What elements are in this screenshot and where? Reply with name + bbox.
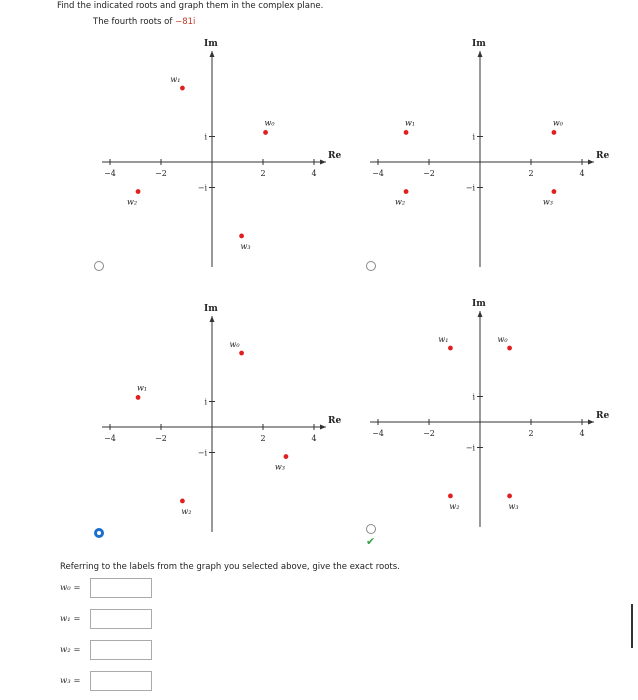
y-tick-label: −i bbox=[197, 448, 207, 458]
real-axis-label: Re bbox=[596, 411, 610, 421]
y-tick-label: i bbox=[204, 397, 207, 407]
point-w2 bbox=[404, 189, 409, 194]
graph-option-3 bbox=[100, 300, 340, 540]
real-axis-label: Re bbox=[596, 151, 610, 161]
y-tick-label: i bbox=[472, 132, 475, 142]
point-w3 bbox=[239, 234, 244, 239]
point-label-w1: w₁ bbox=[438, 335, 449, 345]
point-w1 bbox=[404, 130, 409, 135]
real-axis-label: Re bbox=[328, 151, 342, 161]
point-label-w2: w₂ bbox=[181, 506, 192, 516]
graph-option-1 bbox=[100, 35, 340, 275]
point-label-w2: w₂ bbox=[449, 501, 460, 511]
real-axis-arrow bbox=[588, 160, 594, 165]
question-subprompt bbox=[93, 17, 195, 27]
answer-label-w1: w₁ = bbox=[60, 614, 81, 624]
x-tick-label: 2 bbox=[260, 434, 266, 443]
x-tick-label: 2 bbox=[528, 429, 534, 438]
point-label-w3: w₃ bbox=[240, 241, 251, 251]
x-tick-label: 4 bbox=[311, 169, 317, 178]
x-tick-label: 2 bbox=[528, 169, 534, 178]
point-label-w1: w₁ bbox=[170, 75, 181, 85]
graph-option-3-radio[interactable] bbox=[94, 528, 104, 538]
imaginary-axis-arrow bbox=[478, 311, 483, 317]
point-w0 bbox=[239, 351, 244, 356]
point-w0 bbox=[507, 346, 512, 351]
point-label-w3: w₃ bbox=[542, 197, 553, 207]
imaginary-axis-arrow bbox=[210, 316, 215, 322]
point-w0 bbox=[552, 130, 557, 135]
imaginary-axis-label: Im bbox=[204, 39, 218, 49]
point-label-w3: w₃ bbox=[274, 462, 285, 472]
real-axis-arrow bbox=[320, 425, 326, 430]
x-tick-label: 2 bbox=[260, 169, 266, 178]
x-tick-label: −4 bbox=[372, 169, 384, 178]
point-label-w0: w₀ bbox=[229, 340, 240, 350]
point-label-w2: w₂ bbox=[127, 197, 138, 207]
scrollbar[interactable] bbox=[631, 604, 633, 648]
x-tick-label: −2 bbox=[155, 169, 167, 178]
graph-option-4 bbox=[368, 295, 608, 535]
point-label-w3: w₃ bbox=[508, 501, 519, 511]
x-tick-label: −4 bbox=[104, 434, 116, 443]
y-tick-label: −i bbox=[465, 183, 475, 193]
x-tick-label: −2 bbox=[423, 169, 435, 178]
point-w0 bbox=[263, 130, 268, 135]
point-label-w0: w₀ bbox=[264, 118, 275, 128]
answer-row-w1 bbox=[60, 608, 152, 630]
x-tick-label: −2 bbox=[155, 434, 167, 443]
question-prompt: Find the indicated roots and graph them in the complex plane. bbox=[57, 1, 324, 11]
real-axis-arrow bbox=[588, 420, 594, 425]
point-w3 bbox=[507, 494, 512, 499]
point-w2 bbox=[448, 494, 453, 499]
graph-option-2 bbox=[368, 35, 608, 275]
subprompt-value: −81i bbox=[175, 17, 196, 27]
graph-option-4-radio[interactable] bbox=[366, 524, 376, 534]
point-label-w0: w₀ bbox=[552, 118, 563, 128]
graph-option-1-radio[interactable] bbox=[94, 261, 104, 271]
y-tick-label: −i bbox=[197, 183, 207, 193]
point-w1 bbox=[136, 395, 141, 400]
x-tick-label: −4 bbox=[372, 429, 384, 438]
x-tick-label: 4 bbox=[579, 429, 585, 438]
answer-instruction: Referring to the labels from the graph you selected above, give the exact roots. bbox=[60, 562, 400, 572]
real-axis-label: Re bbox=[328, 416, 342, 426]
point-w1 bbox=[448, 346, 453, 351]
answer-row-w0 bbox=[60, 577, 152, 599]
y-tick-label: i bbox=[204, 132, 207, 142]
real-axis-arrow bbox=[320, 160, 326, 165]
y-tick-label: i bbox=[472, 392, 475, 402]
x-tick-label: 4 bbox=[579, 169, 585, 178]
graph-option-2-radio[interactable] bbox=[366, 261, 376, 271]
imaginary-axis-label: Im bbox=[472, 299, 486, 309]
point-w3 bbox=[284, 454, 289, 459]
point-label-w1: w₁ bbox=[137, 383, 148, 393]
answer-input-w0[interactable] bbox=[90, 578, 152, 598]
x-tick-label: −4 bbox=[104, 169, 116, 178]
subprompt-prefix: The fourth roots of bbox=[93, 17, 176, 27]
point-label-w0: w₀ bbox=[497, 335, 508, 345]
answer-row-w3 bbox=[60, 670, 152, 692]
answer-input-w1[interactable] bbox=[90, 609, 152, 629]
imaginary-axis-label: Im bbox=[472, 39, 486, 49]
answer-label-w2: w₂ = bbox=[60, 645, 81, 655]
answer-label-w3: w₃ = bbox=[60, 676, 81, 686]
point-label-w1: w₁ bbox=[405, 118, 416, 128]
y-tick-label: −i bbox=[465, 443, 475, 453]
correct-check-icon: ✔ bbox=[366, 535, 376, 548]
imaginary-axis-arrow bbox=[478, 51, 483, 57]
point-label-w2: w₂ bbox=[395, 197, 406, 207]
answer-label-w0: w₀ = bbox=[60, 583, 81, 593]
answer-input-w3[interactable] bbox=[90, 671, 152, 691]
point-w3 bbox=[552, 189, 557, 194]
x-tick-label: −2 bbox=[423, 429, 435, 438]
answer-input-w2[interactable] bbox=[90, 640, 152, 660]
imaginary-axis-label: Im bbox=[204, 304, 218, 314]
point-w1 bbox=[180, 86, 185, 91]
x-tick-label: 4 bbox=[311, 434, 317, 443]
point-w2 bbox=[180, 499, 185, 504]
imaginary-axis-arrow bbox=[210, 51, 215, 57]
point-w2 bbox=[136, 189, 141, 194]
answer-row-w2 bbox=[60, 639, 152, 661]
